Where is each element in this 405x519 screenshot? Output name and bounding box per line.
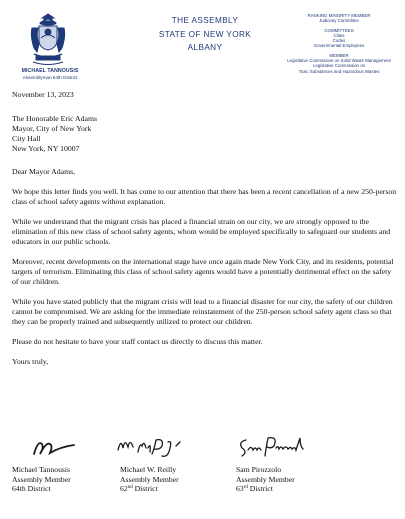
role-title: RANKING MINORITY MEMBER	[307, 13, 371, 18]
committee-item: Governmental Employees	[313, 43, 365, 49]
member-heading: MEMBER	[329, 52, 349, 58]
signer-name: Sam Pirozzolo	[236, 465, 282, 474]
assembly-heading-line2: STATE OF NEW YORK	[158, 29, 252, 39]
role-committee: Judiciary Committee	[319, 18, 359, 24]
paragraph: Moreover, recent developments on the international stage have once again made New York City, and its residents, potential targets of terrorism. Eliminating this class of school safety agents would have a potentially detrimental effect on the safety of our children.	[12, 257, 394, 286]
assemblyman-title: Assemblyman 64th District	[22, 75, 78, 80]
recipient-line: New York, NY 10007	[12, 144, 80, 153]
recipient-line: The Honorable Eric Adams	[12, 114, 98, 123]
committee-listing	[282, 13, 396, 74]
signer-district: 63rd District	[236, 484, 273, 494]
paragraph: We hope this letter finds you well. It has come to our attention that there has been a recent cancellation of a new 250-person class of school safety agents without explanation.	[12, 187, 397, 206]
paragraph: While you have stated publicly that the migrant crisis will lead to a financial disaster for our city, the safety of our children cannot be compromised. We are asking for the immediate reinstatement of the 250-person school safety agent class so that they can be properly trained and subsequently utilized to protect our children.	[12, 297, 393, 326]
signer-district: 64th District	[12, 484, 51, 494]
letter-body	[12, 90, 398, 367]
assemblyman-name-block	[6, 68, 94, 80]
signer-title: Assembly Member	[12, 474, 71, 484]
signer-name: Michael Tannousis	[12, 465, 71, 474]
signer-name: Michael W. Reilly	[120, 465, 177, 474]
assembly-heading	[140, 14, 270, 55]
committee-item: Cities	[333, 32, 345, 38]
salutation: Dear Mayor Adams,	[12, 167, 76, 176]
recipient-line: City Hall	[12, 134, 41, 143]
signer-district: 62nd District	[120, 484, 158, 494]
committee-item: Codes	[332, 38, 346, 44]
letter-date: November 13, 2023	[12, 90, 74, 99]
assembly-heading-line3: ALBANY	[187, 43, 223, 52]
signature-tannousis-icon	[32, 434, 76, 458]
signature-reilly-icon	[116, 434, 192, 458]
assemblyman-name: MICHAEL TANNOUSIS	[21, 68, 79, 74]
member-line: Legislative Commission on Solid Waste Management	[287, 58, 391, 64]
assembly-heading-line1: THE ASSEMBLY	[171, 16, 239, 25]
committees-heading: COMMITTEES	[324, 27, 354, 33]
signer-block	[236, 465, 356, 494]
signature-pirozzolo-icon	[236, 434, 312, 458]
paragraph: Please do not hesitate to have your staff contact us directly to discuss this matter.	[12, 337, 263, 346]
paragraph: While we understand that the migrant crisis has placed a financial strain on our city, we are strongly opposed to the elimination of this new class of school safety agents, whom would be employed specifically to safeguard our students and educators in our public schools.	[12, 217, 391, 246]
recipient-address	[12, 114, 398, 154]
signer-block	[12, 465, 132, 494]
signer-block	[120, 465, 240, 494]
member-line: Legislative Commission on	[312, 63, 366, 69]
recipient-line: Mayor, City of New York	[12, 124, 92, 133]
signer-title: Assembly Member	[120, 474, 179, 484]
new-york-state-seal-icon	[28, 12, 68, 66]
signer-title: Assembly Member	[236, 474, 295, 484]
member-line: Toxic Substances and Hazardous Wastes	[298, 68, 380, 74]
closing: Yours truly,	[12, 357, 49, 366]
